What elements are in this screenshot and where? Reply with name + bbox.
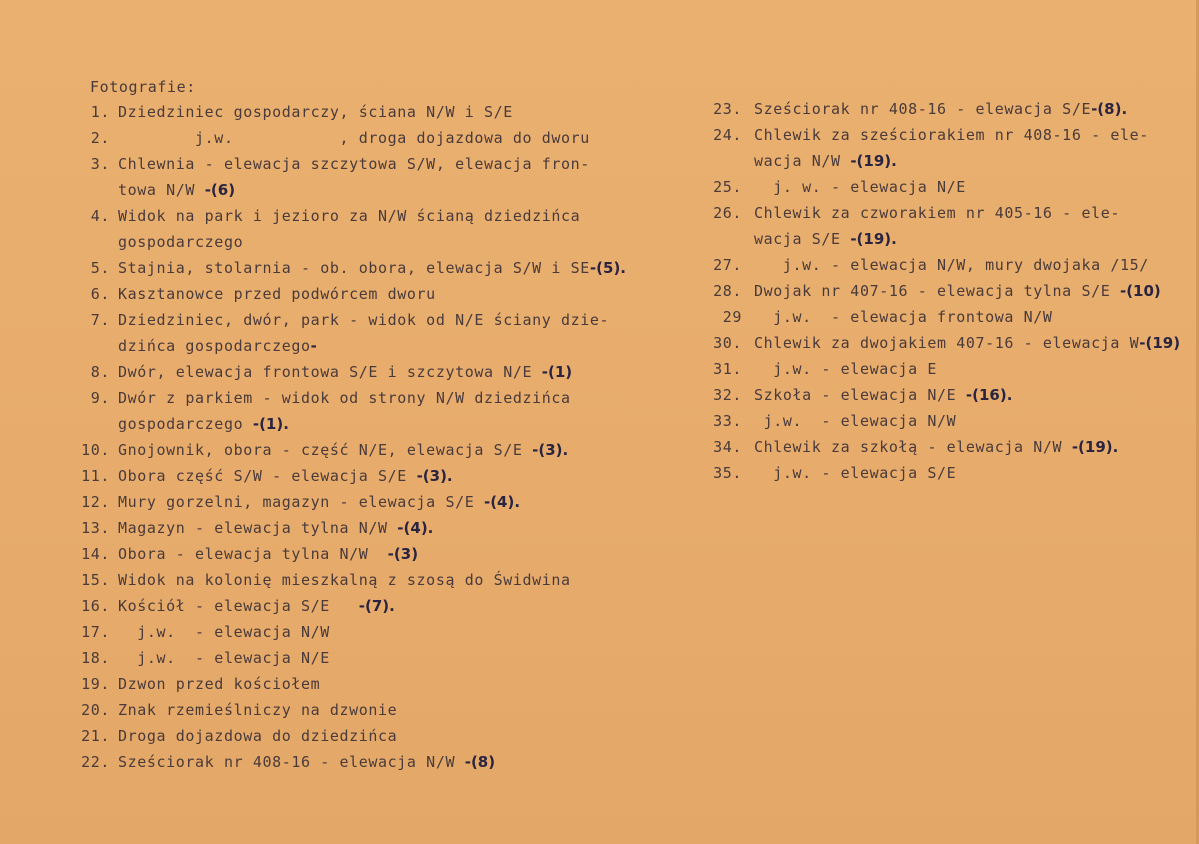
- item-text: [118, 155, 590, 173]
- typed-text: Dwór, elewacja frontowa S/E i szczytowa N/E: [118, 363, 542, 381]
- typed-text: Chlewik za czworakiem nr 405-16 - ele-: [754, 204, 1120, 222]
- item-text: [754, 256, 1149, 274]
- typed-text: Dzwon przed kościołem: [118, 675, 321, 693]
- item-number: 14.: [81, 545, 110, 563]
- item-text: [754, 464, 956, 482]
- typed-text: Sześciorak nr 408-16 - elewacja N/W: [118, 753, 465, 771]
- item-text: [754, 152, 897, 170]
- typed-text: Dwór z parkiem - widok od strony N/W dziedzińca: [118, 389, 571, 407]
- handwritten-note: -(4).: [483, 493, 521, 511]
- typed-text: Mury gorzelni, magazyn - elewacja S/E: [118, 493, 484, 511]
- handwritten-note: -: [310, 337, 317, 355]
- item-number: 7.: [90, 311, 110, 329]
- item-text: [754, 204, 1120, 222]
- handwritten-note: -(6): [204, 181, 236, 199]
- item-number: 18.: [81, 649, 110, 667]
- typed-text: Szkoła - elewacja N/E: [754, 386, 966, 404]
- item-number: 22.: [81, 753, 110, 771]
- item-text: [118, 103, 513, 121]
- item-number: 4.: [90, 207, 110, 225]
- handwritten-note: -(8).: [1091, 100, 1128, 118]
- item-text: [118, 597, 395, 615]
- item-number: 30.: [713, 334, 742, 352]
- handwritten-note: -(16).: [965, 386, 1013, 404]
- typed-text: Obora - elewacja tylna N/W: [118, 545, 388, 563]
- handwritten-note: -(1).: [252, 415, 289, 433]
- item-text: [118, 623, 330, 641]
- item-text: [118, 233, 243, 251]
- item-text: [118, 753, 495, 771]
- item-text: [118, 285, 436, 303]
- item-number: 32.: [713, 386, 742, 404]
- typed-text: wacja N/W: [754, 152, 851, 170]
- typed-text: Widok na kolonię mieszkalną z szosą do Świdwina: [118, 571, 571, 589]
- item-number: 8.: [90, 363, 110, 381]
- item-number: 23.: [713, 100, 742, 118]
- item-number: 10.: [81, 441, 110, 459]
- typed-text: Sześciorak nr 408-16 - elewacja S/E: [754, 100, 1092, 118]
- item-number: 19.: [81, 675, 110, 693]
- typed-text: j.w. - elewacja N/W: [754, 412, 957, 430]
- item-text: [754, 178, 966, 196]
- item-number: 35.: [713, 464, 742, 482]
- item-number: 3.: [90, 155, 110, 173]
- item-text: [118, 337, 317, 355]
- handwritten-note: -(19).: [850, 230, 897, 248]
- item-number: 27.: [713, 256, 742, 274]
- typed-text: gospodarczego: [118, 415, 253, 433]
- typed-text: Magazyn - elewacja tylna N/W: [118, 519, 398, 537]
- typed-text: towa N/W: [118, 181, 205, 199]
- typed-text: Stajnia, stolarnia - ob. obora, elewacja S/W i SE: [118, 259, 590, 277]
- typed-text: dzińca gospodarczego: [118, 337, 311, 355]
- item-text: [754, 412, 956, 430]
- item-number: 13.: [81, 519, 110, 537]
- item-number: 15.: [81, 571, 110, 589]
- item-text: [118, 571, 571, 589]
- typed-text: Chlewik za dwojakiem 407-16 - elewacja W: [754, 334, 1140, 352]
- item-number: 25.: [713, 178, 742, 196]
- typed-text: Obora część S/W - elewacja S/E: [118, 467, 417, 485]
- item-text: [118, 701, 397, 719]
- typed-text: j. w. - elewacja N/E: [754, 178, 966, 196]
- item-number: 26.: [713, 204, 742, 222]
- item-text: [118, 649, 330, 667]
- item-text: [754, 230, 897, 248]
- handwritten-note: -(4).: [397, 519, 434, 537]
- item-text: [754, 282, 1161, 300]
- handwritten-note: -(19).: [850, 152, 897, 170]
- typed-text: Chlewnia - elewacja szczytowa S/W, elewacja fron-: [118, 155, 590, 173]
- typed-text: Droga dojazdowa do dziedzińca: [118, 727, 398, 745]
- handwritten-note: -(3): [387, 545, 419, 563]
- item-text: [118, 467, 453, 485]
- item-text: [754, 308, 1053, 326]
- item-text: [118, 545, 418, 563]
- typed-text: Kościół - elewacja S/E: [118, 597, 359, 615]
- item-number: 33.: [713, 412, 742, 430]
- typed-text: Dziedziniec gospodarczy, ściana N/W i S/E: [118, 103, 513, 121]
- item-text: [754, 360, 937, 378]
- typed-text: Dziedziniec, dwór, park - widok od N/E ściany dzie-: [118, 311, 610, 329]
- item-text: [118, 363, 572, 381]
- item-text: [118, 389, 571, 407]
- typed-text: j.w. - elewacja frontowa N/W: [754, 308, 1053, 326]
- typed-text: Kasztanowce przed podwórcem dworu: [118, 285, 436, 303]
- handwritten-note: -(1): [541, 363, 573, 381]
- typed-text: j.w. - elewacja N/W: [118, 623, 330, 641]
- item-text: [754, 438, 1118, 456]
- item-number: 5.: [90, 259, 110, 277]
- item-number: 11.: [81, 467, 110, 485]
- handwritten-note: -(3).: [416, 467, 453, 485]
- item-text: [118, 519, 433, 537]
- handwritten-note: -(19): [1139, 334, 1181, 352]
- item-text: [118, 259, 626, 277]
- item-number: 9.: [90, 389, 110, 407]
- item-number: 2.: [90, 129, 110, 147]
- item-number: 1.: [90, 103, 110, 121]
- item-number: 20.: [81, 701, 110, 719]
- item-number: 34.: [713, 438, 742, 456]
- item-text: [118, 415, 289, 433]
- typed-text: Dwojak nr 407-16 - elewacja tylna S/E: [754, 282, 1120, 300]
- item-text: [754, 100, 1127, 118]
- typed-text: Chlewik za szkołą - elewacja N/W: [754, 438, 1072, 456]
- handwritten-note: -(3).: [532, 441, 569, 459]
- item-number: 21.: [81, 727, 110, 745]
- item-text: [118, 727, 397, 745]
- handwritten-note: -(8): [464, 753, 496, 771]
- item-number: 6.: [90, 285, 110, 303]
- item-text: [118, 675, 320, 693]
- item-text: [118, 129, 590, 147]
- typed-text: j.w. - elewacja N/E: [118, 649, 330, 667]
- typed-text: Gnojownik, obora - część N/E, elewacja S/E: [118, 441, 533, 459]
- item-text: [754, 334, 1180, 352]
- typed-text: wacja S/E: [754, 230, 851, 248]
- typed-text: j.w. - elewacja S/E: [754, 464, 957, 482]
- item-text: [118, 181, 235, 199]
- item-number: 17.: [81, 623, 110, 641]
- item-number: 12.: [81, 493, 110, 511]
- typed-text: j.w. - elewacja N/W, mury dwojaka /15/: [754, 256, 1149, 274]
- handwritten-note: -(7).: [358, 597, 395, 615]
- item-number: 24.: [713, 126, 742, 144]
- typed-text: Chlewik za sześciorakiem nr 408-16 - ele-: [754, 126, 1149, 144]
- item-number: 28.: [713, 282, 742, 300]
- typed-text: gospodarczego: [118, 233, 244, 251]
- handwritten-note: -(19).: [1071, 438, 1119, 456]
- item-text: [754, 126, 1149, 144]
- item-number: 29: [722, 308, 742, 326]
- item-text: [118, 311, 609, 329]
- item-text: [754, 386, 1012, 404]
- typed-text: j.w. - elewacja E: [754, 360, 937, 378]
- handwritten-note: -(5).: [589, 259, 626, 277]
- handwritten-note: -(10): [1119, 282, 1161, 300]
- item-text: [118, 493, 520, 511]
- typed-text: j.w. , droga dojazdowa do dworu: [118, 129, 590, 147]
- item-text: [118, 207, 580, 225]
- item-text: [118, 441, 568, 459]
- item-number: 16.: [81, 597, 110, 615]
- list-heading: Fotografie:: [90, 78, 196, 96]
- typed-text: Znak rzemieślniczy na dzwonie: [118, 701, 398, 719]
- item-number: 31.: [713, 360, 742, 378]
- typed-text: Widok na park i jezioro za N/W ścianą dziedzińca: [118, 207, 581, 225]
